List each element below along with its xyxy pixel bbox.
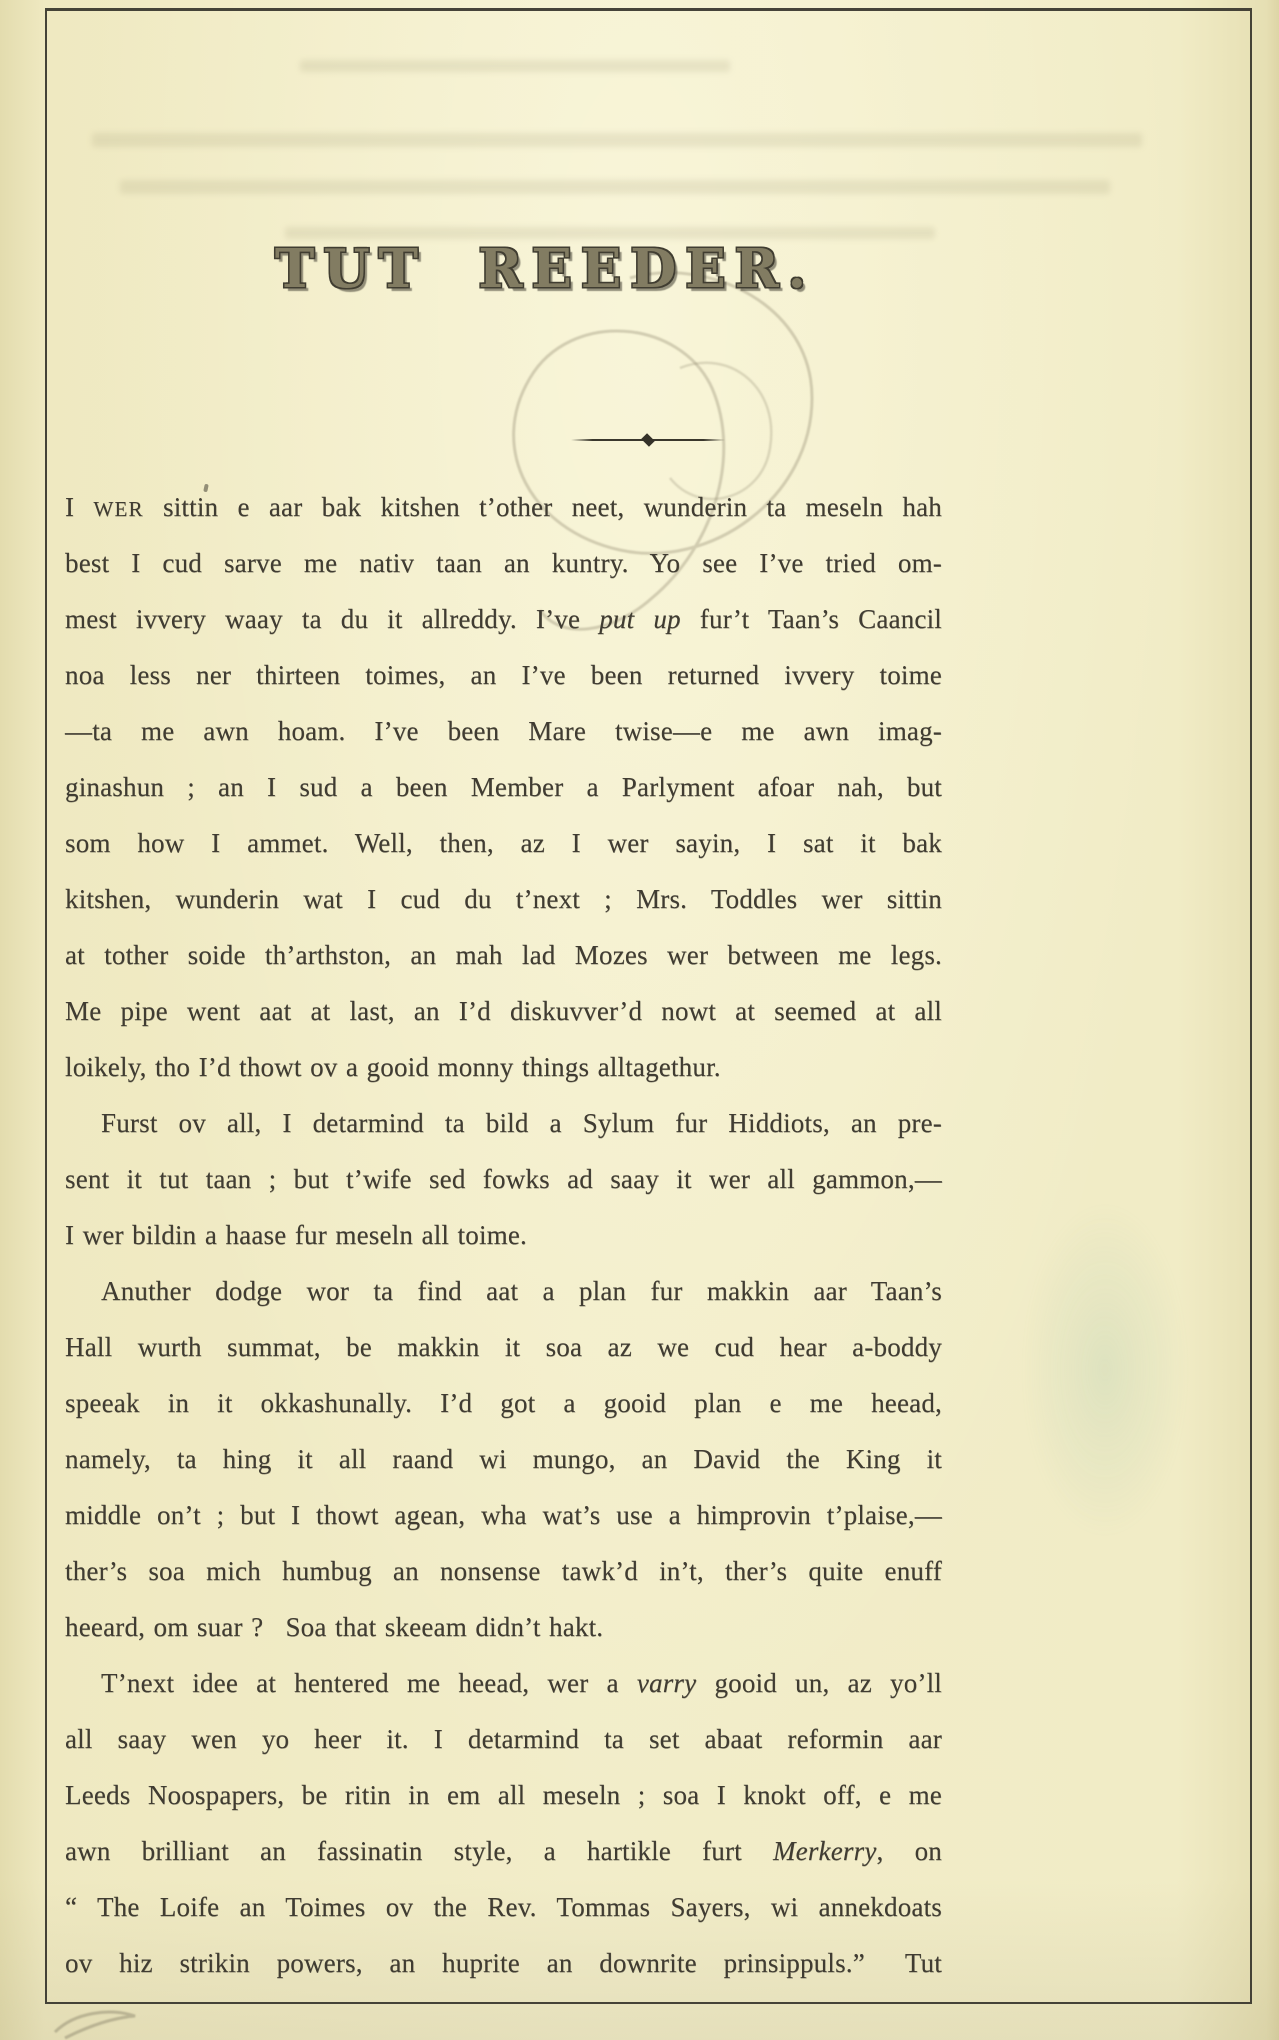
body-text xyxy=(65,479,942,1991)
paper-stain xyxy=(1020,1200,1190,1540)
text-line: all saay wen yo heer it. I detarmind ta set abaat reformin aar xyxy=(65,1724,942,1754)
text-line: kitshen, wunderin wat I cud du t’next ; Mrs. Toddles wer sittin xyxy=(65,884,942,914)
text-line: noa less ner thirteen toimes, an I’ve been returned ivvery toime xyxy=(65,660,942,690)
text-line: at tother soide th’arthston, an mah lad Mozes wer between me legs. xyxy=(65,940,942,970)
page-title: TUT REEDER. xyxy=(274,238,816,300)
text-line: sent it tut taan ; but t’wife sed fowks ad saay it wer all gammon,— xyxy=(65,1164,942,1194)
text-line: ther’s soa mich humbug an nonsense tawk’d in’t, ther’s quite enuff xyxy=(65,1556,942,1586)
diamond-icon xyxy=(641,433,655,447)
text-line: som how I ammet. Well, then, az I wer sayin, I sat it bak xyxy=(65,828,942,858)
text-line: Anuther dodge wor ta find aat a plan fur makkin aar Taan’s xyxy=(101,1276,942,1306)
bleed-through-ghost xyxy=(92,133,1142,147)
text-line: ginashun ; an I sud a been Member a Parlyment afoar nah, but xyxy=(65,772,942,802)
text-line: loikely, tho I’d thowt ov a gooid monny things alltagethur. xyxy=(65,1052,721,1082)
text-line: Hall wurth summat, be makkin it soa az we cud hear a-boddy xyxy=(65,1332,942,1362)
text-line: T’next idee at hentered me heead, wer a varry gooid un, az yo’ll xyxy=(101,1668,943,1698)
text-line: ov hiz strikin powers, an huprite an downrite prinsippuls.” Tut xyxy=(65,1948,942,1978)
bleed-through-ghost xyxy=(120,180,1110,194)
text-line: I WER sittin e aar bak kitshen t’other neet, wunderin ta meseln hah xyxy=(65,492,942,522)
pencil-scribble xyxy=(40,2002,170,2040)
diamond-rule-ornament xyxy=(571,434,725,446)
text-line: namely, ta hing it all raand wi mungo, an David the King it xyxy=(65,1444,942,1474)
text-line: speeak in it okkashunally. I’d got a gooid plan e me heead, xyxy=(65,1388,942,1418)
text-line: Leeds Noospapers, be ritin in em all meseln ; soa I knokt off, e me xyxy=(65,1780,942,1810)
text-line: “ The Loife an Toimes ov the Rev. Tommas Sayers, wi annekdoats xyxy=(65,1892,942,1922)
text-line: mest ivvery waay ta du it allreddy. I’ve put up fur’t Taan’s Caancil xyxy=(65,604,943,634)
text-line: Furst ov all, I detarmind ta bild a Sylum fur Hiddiots, an pre- xyxy=(101,1108,942,1138)
text-line: middle on’t ; but I thowt agean, wha wat’s use a himprovin t’plaise,— xyxy=(65,1500,942,1530)
text-line: Me pipe went aat at last, an I’d diskuvver’d nowt at seemed at all xyxy=(65,996,942,1026)
text-line: I wer bildin a haase fur meseln all toime. xyxy=(65,1220,527,1250)
text-line: —ta me awn hoam. I’ve been Mare twise—e me awn imag- xyxy=(65,716,942,746)
text-line: best I cud sarve me nativ taan an kuntry. Yo see I’ve tried om- xyxy=(65,548,942,578)
text-line: awn brilliant an fassinatin style, a hartikle furt Merkerry, on xyxy=(65,1836,942,1866)
bleed-through-ghost xyxy=(300,60,730,72)
text-line: heeard, om suar ? Soa that skeeam didn’t hakt. xyxy=(65,1612,604,1642)
